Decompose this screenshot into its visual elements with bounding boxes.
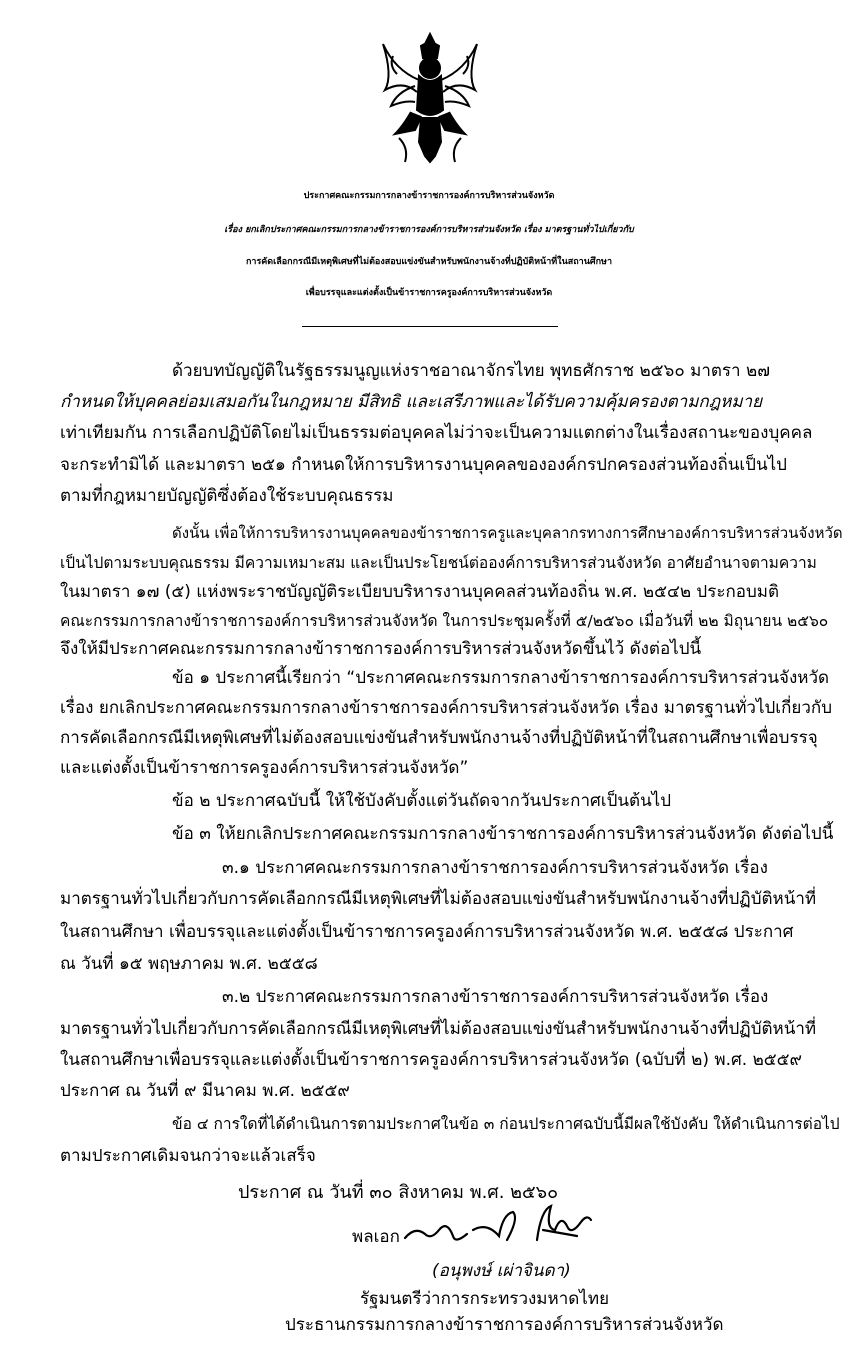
body-line: ในมาตรา ๑๗ (๕) แห่งพระราชบัญญัติระเบียบบริหารงานบุคคลส่วนท้องถิ่น พ.ศ. ๒๕๔๒ ประกอบมติ xyxy=(60,582,780,602)
body-line: เรื่อง ยกเลิกประกาศคณะกรรมการกลางข้าราชการองค์การบริหารส่วนจังหวัด เรื่อง มาตรฐานทั่วไปเกี่ยวกับ xyxy=(60,698,832,718)
body-line: ดังนั้น เพื่อให้การบริหารงานบุคคลของข้าราชการครูและบุคลากรทางการศึกษาองค์การบริหารส่วนจังหวัด xyxy=(172,524,843,542)
body-line: กำหนดให้บุคคลย่อมเสมอกันในกฎหมาย มีสิทธิ และเสรีภาพและได้รับความคุ้มครองตามกฎหมาย xyxy=(60,392,763,412)
body-line: การคัดเลือกกรณีมีเหตุพิเศษที่ไม่ต้องสอบแข่งขันสำหรับพนักงานจ้างที่ปฏิบัติหน้าที่ในสถานศึกษาเพื่อบรรจุ xyxy=(60,728,818,748)
clause-1: ข้อ ๑ ประกาศนี้เรียกว่า “ประกาศคณะกรรมการกลางข้าราชการองค์การบริหารส่วนจังหวัด xyxy=(172,668,830,688)
signature-icon xyxy=(395,1200,605,1260)
body-line: จะกระทำมิได้ และมาตรา ๒๕๑ กำหนดให้การบริหารงานบุคคลขององค์กรปกครองส่วนท้องถิ่นเป็นไป xyxy=(60,455,787,475)
clause-3-2: ๓.๒ ประกาศคณะกรรมการกลางข้าราชการองค์การบริหารส่วนจังหวัด เรื่อง xyxy=(222,987,769,1007)
body-line: มาตรฐานทั่วไปเกี่ยวกับการคัดเลือกกรณีมีเหตุพิเศษที่ไม่ต้องสอบแข่งขันสำหรับพนักงานจ้างที่ปฏิบัติหน้าที่ xyxy=(60,889,817,909)
subject-line-3: เพื่อบรรจุและแต่งตั้งเป็นข้าราชการครูองค์การบริหารส่วนจังหวัด xyxy=(305,288,553,298)
announcement-title: ประกาศคณะกรรมการกลางข้าราชการองค์การบริหารส่วนจังหวัด xyxy=(303,191,555,201)
signer-position: รัฐมนตรีว่าการกระทรวงมหาดไทย xyxy=(360,1289,610,1309)
body-line: และแต่งตั้งเป็นข้าราชการครูองค์การบริหารส่วนจังหวัด” xyxy=(60,758,469,778)
body-line: เป็นไปตามระบบคุณธรรม มีความเหมาะสม และเป็นประโยชน์ต่อองค์การบริหารส่วนจังหวัด อาศัยอำนาจตามความ xyxy=(60,554,817,572)
clause-2: ข้อ ๒ ประกาศฉบับนี้ ให้ใช้บังคับตั้งแต่วันถัดจากวันประกาศเป็นต้นไป xyxy=(172,791,672,811)
body-line: ตามประกาศเดิมจนกว่าจะแล้วเสร็จ xyxy=(60,1146,316,1166)
signer-name: (อนุพงษ์ เผ่าจินดา) xyxy=(432,1261,571,1281)
subject-line: เรื่อง ยกเลิกประกาศคณะกรรมการกลางข้าราชการองค์การบริหารส่วนจังหวัด เรื่อง มาตรฐานทั่วไปเกี่ยวกับ xyxy=(224,225,634,235)
body-line: คณะกรรมการกลางข้าราชการองค์การบริหารส่วนจังหวัด ในการประชุมครั้งที่ ๕/๒๕๖๐ เมื่อวันที่ ๒๒ มิถุนายน ๒๕๖๐ xyxy=(60,612,829,630)
clause-4: ข้อ ๔ การใดที่ได้ดำเนินการตามประกาศในข้อ ๓ ก่อนประกาศฉบับนี้มีผลใช้บังคับ ให้ดำเนินการต่อไป xyxy=(172,1115,840,1133)
garuda-emblem-icon xyxy=(375,30,485,170)
announcement-date: ประกาศ ณ วันที่ ๓๐ สิงหาคม พ.ศ. ๒๕๖๐ xyxy=(238,1182,559,1203)
clause-3-1: ๓.๑ ประกาศคณะกรรมการกลางข้าราชการองค์การบริหารส่วนจังหวัด เรื่อง xyxy=(222,858,768,878)
body-line: มาตรฐานทั่วไปเกี่ยวกับการคัดเลือกกรณีมีเหตุพิเศษที่ไม่ต้องสอบแข่งขันสำหรับพนักงานจ้างที่ปฏิบัติหน้าที่ xyxy=(60,1019,817,1039)
body-line: ในสถานศึกษาเพื่อบรรจุและแต่งตั้งเป็นข้าราชการครูองค์การบริหารส่วนจังหวัด (ฉบับที่ ๒) พ.ศ. ๒๕๕๙ xyxy=(60,1050,802,1070)
body-line: จึงให้มีประกาศคณะกรรมการกลางข้าราชการองค์การบริหารส่วนจังหวัดขึ้นไว้ ดังต่อไปนี้ xyxy=(60,639,702,659)
clause-3: ข้อ ๓ ให้ยกเลิกประกาศคณะกรรมการกลางข้าราชการองค์การบริหารส่วนจังหวัด ดังต่อไปนี้ xyxy=(172,824,834,844)
body-line: ประกาศ ณ วันที่ ๙ มีนาคม พ.ศ. ๒๕๕๙ xyxy=(60,1081,350,1101)
title-divider xyxy=(302,326,558,327)
body-line: ด้วยบทบัญญัติในรัฐธรรมนูญแห่งราชอาณาจักรไทย พุทธศักราช ๒๕๖๐ มาตรา ๒๗ xyxy=(172,361,770,381)
body-line: เท่าเทียมกัน การเลือกปฏิบัติโดยไม่เป็นธรรมต่อบุคคลไม่ว่าจะเป็นความแตกต่างในเรื่องสถานะของบุคคล xyxy=(60,423,813,443)
body-line: ในสถานศึกษา เพื่อบรรจุและแต่งตั้งเป็นข้าราชการครูองค์การบริหารส่วนจังหวัด พ.ศ. ๒๕๕๘ ประกาศ xyxy=(60,922,794,942)
signer-position-2: ประธานกรรมการกลางข้าราชการองค์การบริหารส่วนจังหวัด xyxy=(285,1315,724,1335)
body-line: ตามที่กฎหมายบัญญัติซึ่งต้องใช้ระบบคุณธรรม xyxy=(60,486,394,506)
rank-label: พลเอก xyxy=(352,1227,400,1247)
subject-line-2: การคัดเลือกกรณีมีเหตุพิเศษที่ไม่ต้องสอบแข่งขันสำหรับพนักงานจ้างที่ปฏิบัติหน้าที่ในสถานศึกษา xyxy=(245,257,613,267)
body-line: ณ วันที่ ๑๕ พฤษภาคม พ.ศ. ๒๕๕๘ xyxy=(60,954,318,974)
